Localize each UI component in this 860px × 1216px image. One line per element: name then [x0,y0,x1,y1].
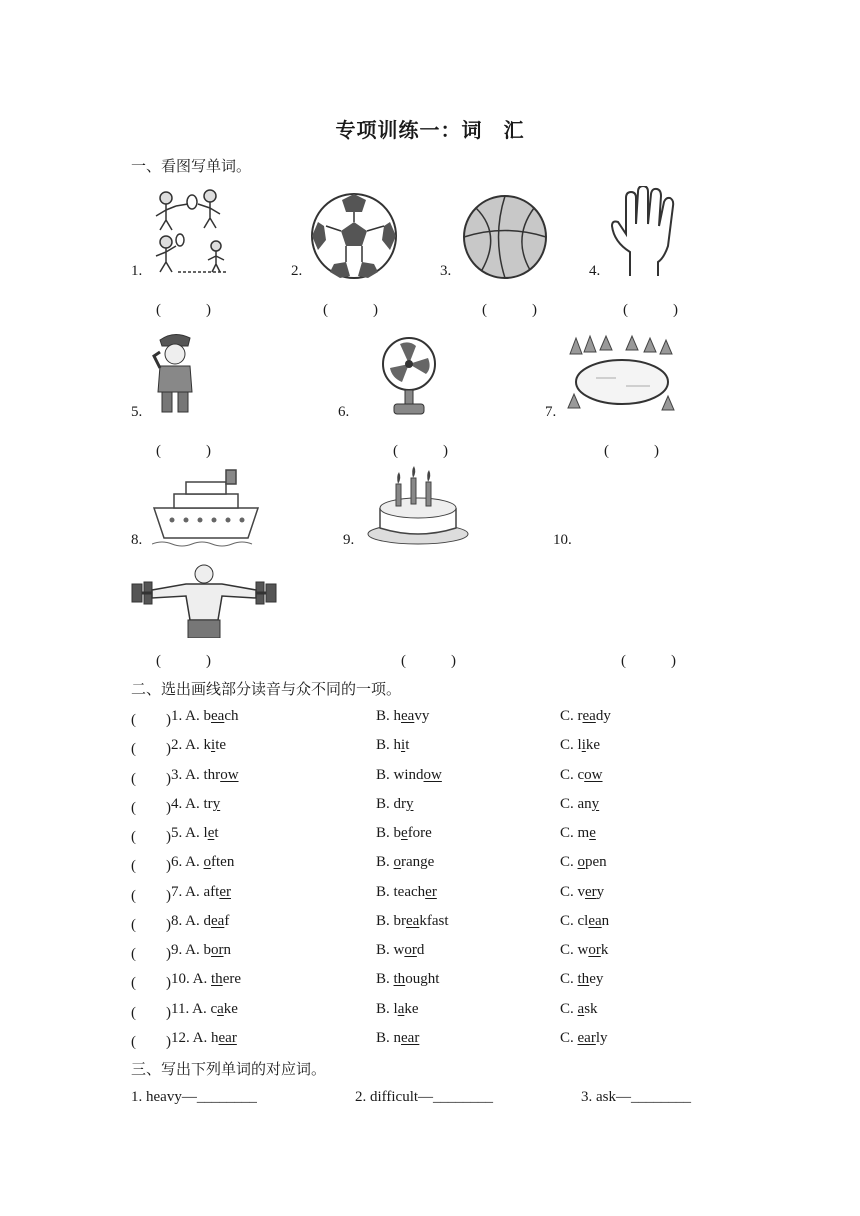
word-part: d [416,942,425,958]
option-c [560,825,596,842]
word-part: B. l [376,1001,398,1017]
word-part: pen [585,854,607,870]
option-c [560,796,599,813]
word-part: ought [405,971,440,987]
underlined-letters: ow [220,767,239,783]
item-10-number: 10. [553,532,572,548]
underlined-letters: or [588,942,601,958]
word-part: f [224,913,230,929]
underlined-letters: ea [211,708,225,724]
underlined-letters: i [211,737,216,753]
underlined-letters: or [211,942,224,958]
electric-fan-picture [380,336,438,418]
option-a [171,796,220,813]
option-a [171,708,239,725]
lake-picture [566,334,678,418]
word-part: b [203,942,212,958]
underlined-letters: ea [588,913,602,929]
option-b [376,942,424,959]
option-c [560,971,603,988]
underlined-letters: er [585,884,597,900]
word-part: ften [211,854,235,870]
question-number: 9. A. [171,942,204,958]
word-part: l [203,825,208,841]
option-c [560,884,604,901]
answer-paren[interactable]: ( ) [131,888,171,904]
underlined-letters: ea [406,913,420,929]
option-b [376,854,434,871]
tennis-players-picture [148,186,244,276]
underlined-letters: a [217,1001,224,1017]
underlined-letters: o [393,854,402,870]
page-title: 专项训练一：词 汇 [335,120,525,142]
word-part: c [210,1001,218,1017]
item-3-number: 3. [440,263,452,279]
answer-blank-6[interactable]: ( ) [393,443,448,459]
answer-paren[interactable]: ( ) [131,800,171,816]
word-part: C. [560,1001,578,1017]
question-number: 4. A. [171,796,204,812]
option-c [560,737,600,754]
option-b [376,913,449,930]
word-part: te [215,737,227,753]
word-part: y [596,884,605,900]
hand-picture [608,186,684,278]
item-6-number: 6. [338,404,350,420]
word-part: n [601,913,610,929]
underlined-letters: er [219,884,231,900]
option-a [171,767,239,784]
option-c [560,854,607,871]
word-part: ly [595,1030,608,1046]
underlined-letters: th [393,971,406,987]
word-part: C. w [560,942,589,958]
option-b [376,884,437,901]
option-b [376,825,432,842]
answer-paren[interactable]: ( ) [131,975,171,991]
option-c [560,708,611,725]
underlined-letters: ow [423,767,442,783]
underlined-letters: ea [211,913,225,929]
word-part: B. b [376,825,402,841]
word-part: ke [585,737,601,753]
answer-paren[interactable]: ( ) [131,946,171,962]
option-a [171,971,241,988]
word-part: vy [414,708,430,724]
underlined-letters: o [577,854,586,870]
word-part: d [203,913,212,929]
item-7-number: 7. [545,404,557,420]
word-part: ch [224,708,239,724]
antonym-item-3[interactable]: 3. ask—________ [581,1089,691,1105]
underlined-letters: o [203,854,212,870]
option-a [171,1001,238,1018]
underlined-letters: ea [401,708,415,724]
underlined-letters: er [425,884,437,900]
word-part: C. l [560,737,582,753]
word-part: B. [376,971,394,987]
answer-blank-4[interactable]: ( ) [623,302,678,318]
underlined-letters: ea [582,708,596,724]
answer-blank-5[interactable]: ( ) [156,443,211,459]
word-part: range [401,854,435,870]
option-a [171,884,231,901]
underlined-letters: th [211,971,223,987]
question-number: 12. A. [171,1030,212,1046]
option-b [376,767,442,784]
word-part: ey [589,971,604,987]
option-b [376,1001,419,1018]
answer-paren[interactable]: ( ) [131,771,171,787]
antonym-item-1[interactable]: 1. heavy—________ [131,1089,257,1105]
answer-paren[interactable]: ( ) [131,712,171,728]
antonym-item-2[interactable]: 2. difficult—________ [355,1089,494,1105]
underlined-letters: ear [218,1030,237,1046]
underlined-letters: i [581,737,586,753]
option-c [560,1001,598,1018]
question-number: 5. A. [171,825,204,841]
section-3-heading: 三、写出下列单词的对应词。 [131,1062,327,1078]
word-part: C. c [560,767,585,783]
word-part: tr [203,796,213,812]
word-part: sk [584,1001,598,1017]
word-part: thr [203,767,221,783]
word-part: C. cl [560,913,589,929]
strong-man-picture [130,564,278,638]
word-part: C. [560,854,578,870]
answer-blank-2[interactable]: ( ) [323,302,378,318]
item-5-number: 5. [131,404,143,420]
word-part: B. br [376,913,406,929]
word-part: aft [203,884,220,900]
option-a [171,737,226,754]
option-b [376,737,409,754]
underlined-letters: y [406,796,414,812]
word-part: fore [407,825,432,841]
basketball-picture [462,194,548,280]
question-number: 7. A. [171,884,204,900]
word-part: ke [404,1001,419,1017]
item-9-number: 9. [343,532,355,548]
question-number: 6. A. [171,854,204,870]
word-part: dy [595,708,611,724]
option-a [171,942,231,959]
word-part: C. [560,1030,578,1046]
answer-paren[interactable]: ( ) [131,741,171,757]
option-c [560,942,608,959]
item-8-number: 8. [131,532,143,548]
ship-picture [152,464,260,548]
word-part: ke [223,1001,238,1017]
answer-blank-10[interactable]: ( ) [621,653,676,669]
word-part: k [203,737,212,753]
underlined-letters: ow [584,767,603,783]
answer-blank-3[interactable]: ( ) [482,302,537,318]
answer-paren[interactable]: ( ) [131,1034,171,1050]
birthday-cake-picture [366,464,470,546]
word-part: B. h [376,708,402,724]
question-number: 11. A. [171,1001,211,1017]
option-b [376,708,429,725]
answer-paren[interactable]: ( ) [131,917,171,933]
section-1-heading: 一、看图写单词。 [131,159,252,175]
option-a [171,913,229,930]
question-number: 10. A. [171,971,212,987]
item-4-number: 4. [589,263,601,279]
word-part: B. [376,854,394,870]
word-part: ere [222,971,241,987]
answer-blank-8[interactable]: ( ) [156,653,211,669]
soccer-ball-picture [310,192,398,280]
underlined-letters: e [401,825,408,841]
option-a [171,825,219,842]
question-number: 8. A. [171,913,204,929]
answer-blank-7[interactable]: ( ) [604,443,659,459]
underlined-letters: e [589,825,596,841]
word-part: k [600,942,609,958]
underlined-letters: th [577,971,590,987]
word-part: C. v [560,884,586,900]
word-part: B. dr [376,796,406,812]
answer-paren[interactable]: ( ) [131,858,171,874]
underlined-letters: a [577,1001,585,1017]
word-part: B. n [376,1030,402,1046]
answer-paren[interactable]: ( ) [131,1005,171,1021]
question-number: 1. A. [171,708,204,724]
option-a [171,854,234,871]
word-part: n [223,942,232,958]
question-number: 2. A. [171,737,204,753]
item-1-number: 1. [131,263,143,279]
word-part: C. m [560,825,590,841]
option-c [560,767,603,784]
word-part: B. w [376,942,405,958]
underlined-letters: e [207,825,215,841]
word-part: B. teach [376,884,426,900]
question-number: 3. A. [171,767,204,783]
underlined-letters: i [401,737,406,753]
underlined-letters: or [404,942,417,958]
word-part: C. r [560,708,583,724]
answer-blank-1[interactable]: ( ) [156,302,211,318]
underlined-letters: y [591,796,600,812]
answer-paren[interactable]: ( ) [131,829,171,845]
word-part: t [214,825,219,841]
word-part: t [405,737,410,753]
option-c [560,1030,608,1047]
word-part: b [203,708,212,724]
option-a [171,1030,237,1047]
option-b [376,1030,419,1047]
word-part: B. wind [376,767,424,783]
answer-blank-9[interactable]: ( ) [401,653,456,669]
police-officer-picture [152,330,198,416]
underlined-letters: y [212,796,221,812]
section-2-heading: 二、选出画线部分读音与众不同的一项。 [131,682,402,698]
underlined-letters: ear [401,1030,420,1046]
word-part: C. [560,971,578,987]
item-2-number: 2. [291,263,303,279]
word-part: C. an [560,796,592,812]
underlined-letters: a [397,1001,405,1017]
option-b [376,796,414,813]
option-c [560,913,609,930]
word-part: h [211,1030,219,1046]
underlined-letters: ear [577,1030,596,1046]
word-part: kfast [419,913,449,929]
word-part: B. h [376,737,402,753]
option-b [376,971,439,988]
